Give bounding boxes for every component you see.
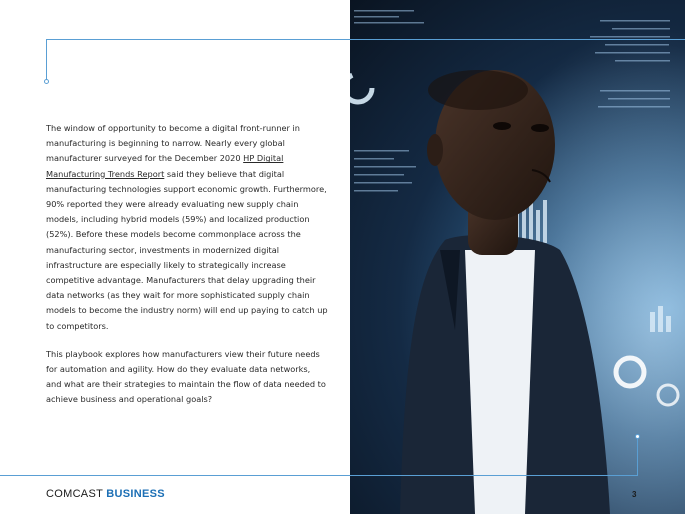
logo-word-comcast: COMCAST	[46, 488, 103, 500]
body-copy	[46, 121, 328, 421]
paragraph-1-text-end: said they believe that digital manufacturing technologies support economic growth. Furthermore, 90% reported they were already evaluating new supply chain models, including hybrid models (59%) and localized production (52%). Before these models become commonplace across the manufacturing sector, investments in modernized digital infrastructure are especially likely to strategically increase competitive advantage. Manufacturers that delay upgrading their data networks (as they wait for more sophisticated supply chain models to become the industry norm) will end up paying to catch up to competitors.	[46, 168, 328, 331]
page-number: 3	[632, 490, 637, 499]
right-frame-dot	[635, 434, 640, 439]
right-frame-line	[637, 437, 638, 475]
paragraph-1	[46, 121, 328, 334]
comcast-business-logo	[46, 488, 165, 500]
hp-report-link[interactable]: HP Digital Manufacturing Trends Report	[46, 153, 284, 179]
left-frame-line	[46, 39, 47, 82]
left-frame-dot	[44, 79, 49, 84]
paragraph-1-text-start: The window of opportunity to become a digital front-runner in manufacturing is beginning to narrow. Nearly every global manufacturer surveyed for the December 2020	[46, 123, 300, 164]
paragraph-2: This playbook explores how manufacturers view their future needs for automation and agility. How do they evaluate data networks, and what are their strategies to maintain the flow of data needed to achieve business and operational goals?	[46, 348, 326, 405]
bottom-frame-line	[0, 475, 638, 476]
logo-word-business: BUSINESS	[106, 488, 165, 500]
top-frame-line	[46, 39, 685, 40]
